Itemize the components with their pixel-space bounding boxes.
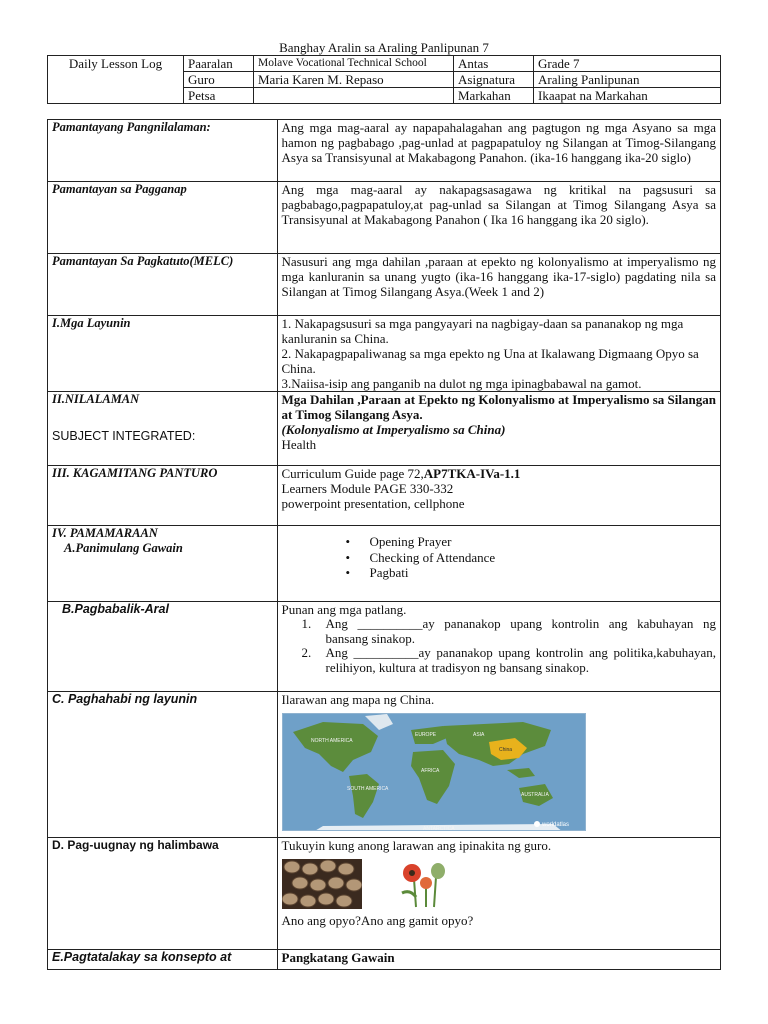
map-label: EUROPE <box>414 732 436 738</box>
panimulang-list <box>282 534 717 581</box>
row-paghahabi <box>48 692 721 838</box>
worldatlas-logo-icon <box>534 821 540 827</box>
list-item: • Opening Prayer <box>346 534 717 550</box>
map-label: ASIA <box>472 732 484 738</box>
map-label: SOUTH AMERICA <box>346 786 388 792</box>
list-item: • Pagbati <box>346 565 717 581</box>
nilalaman-subject: Health <box>281 437 317 452</box>
nilalaman-label: II.NILALAMAN <box>52 392 140 406</box>
row-pagkatuto <box>48 254 721 316</box>
list-item <box>302 617 717 646</box>
pagtatalakay-label: E.Pagtatalakay sa konsepto at <box>48 950 278 970</box>
pagtatalakay-text: Pangkatang Gawain <box>277 950 721 970</box>
layunin-item: 1. Nakapagsusuri sa mga pangyayari na nagbigay-daan sa pananakop ng mga kanluranin sa China. <box>281 316 684 346</box>
row-balik-aral <box>48 602 721 692</box>
pagkatuto-label: Pamantayan Sa Pagkatuto(MELC) <box>48 254 278 316</box>
pangnilalaman-label: Pamantayang Pangnilalaman: <box>48 120 278 182</box>
balik-aral-content <box>277 602 721 692</box>
balik-aral-list <box>282 617 717 675</box>
halimbawa-prefix: D. <box>52 838 64 852</box>
item-text: Ang __________ay pananakop upang kontrolin ang kabuhayan ng bansang sinakop. <box>325 616 716 646</box>
pangnilalaman-text: Ang mga mag-aaral ay napapahalagahan ang pagtugon ng mga Asyano sa mga hamon ng pagbabago ,pag-unlad at pagpapatuloy ng Silangan at Timog-Silangang Asya sa Transisyunal at Makabagong Panahon. (ika-16 hanggang ika-20 siglo) <box>277 120 721 182</box>
school-value: Molave Vocational Technical School <box>254 56 454 72</box>
poppy-svg <box>392 859 458 909</box>
guro-label: Guro <box>184 72 254 88</box>
halimbawa-content <box>277 838 721 950</box>
pamamaraan-content <box>277 526 721 602</box>
petsa-label: Petsa <box>184 88 254 104</box>
antas-label: Antas <box>454 56 534 72</box>
pamamaraan-label: IV. PAMAMARAAN <box>52 526 158 540</box>
china-label: China <box>498 747 512 753</box>
map-label: ANTARCTICA <box>422 826 455 831</box>
asignatura-label: Asignatura <box>454 72 534 88</box>
kagamitan-line2: Learners Module PAGE 330-332 <box>281 481 454 496</box>
world-map-svg <box>283 714 586 831</box>
paghahabi-text: Ilarawan ang mapa ng China. <box>281 692 435 707</box>
teacher-value: Maria Karen M. Repaso <box>254 72 454 88</box>
pagkatuto-text: Nasusuri ang mga dahilan ,paraan at epekto ng kolonyalismo at imperyalismo ng mga kanluranin sa unang yugto (ika-16 hanggang ika-17-siglo) pagdating nila sa Silangan at Timog Silangang Asya.(Week 1 and 2) <box>277 254 721 316</box>
melc-code: AP7TKA-IVa-1.1 <box>423 466 521 481</box>
header-row <box>48 56 721 72</box>
item-text: Ang __________ay pananakop upang kontrolin ang politika,kabuhayan, relihiyon, kultura at tradisyon ng bansang sinakop. <box>325 645 716 675</box>
layunin-item: 2. Nakapagpapaliwanag sa mga epekto ng Una at Ikalawang Digmaang Opyo sa China. <box>281 346 699 376</box>
pamamaraan-cell <box>48 526 278 602</box>
nilalaman-title: Mga Dahilan ,Paraan at Epekto ng Kolonyalismo at Imperyalismo sa Silangan at Timog Silangang Asya. <box>281 392 716 422</box>
item-number: 2. <box>301 645 312 660</box>
item-number: 1. <box>301 616 312 631</box>
map-brand: worldatlas <box>541 822 569 828</box>
paghahabi-content <box>277 692 721 838</box>
subject-integrated-label: SUBJECT INTEGRATED: <box>52 429 196 443</box>
row-pamamaraan <box>48 526 721 602</box>
subject-value: Araling Panlipunan <box>534 72 721 88</box>
map-label: AFRICA <box>420 768 439 774</box>
layunin-label: I.Mga Layunin <box>48 316 278 392</box>
layunin-item: 3.Naiisa-isip ang panganib na dulot ng mga ipinagbabawal na gamot. <box>281 376 642 391</box>
pagganap-text: Ang mga mag-aaral ay nakapagsasagawa ng kritikal na pagsusuri sa pagbabago,pagpapatuloy,at pag-unlad sa Silangan at Timog Silangang Asya sa Transisyunal at Makabagong Panahon ( Ika 16 hanggang ika 20 siglo). <box>277 182 721 254</box>
row-pangnilalaman <box>48 120 721 182</box>
map-label: NORTH AMERICA <box>310 738 353 744</box>
date-value <box>254 88 454 104</box>
poppy-flower-image <box>392 859 458 909</box>
layunin-content <box>277 316 721 392</box>
kagamitan-line3: powerpoint presentation, cellphone <box>281 496 465 511</box>
daily-lesson-log-label: Daily Lesson Log <box>48 56 184 104</box>
balik-aral-intro: Punan ang mga patlang. <box>281 602 407 617</box>
row-nilalaman <box>48 392 721 466</box>
paghahabi-label: C. Paghahabi ng layunin <box>48 692 278 838</box>
halimbawa-label-text: Pag-uugnay ng halimbawa <box>67 838 219 852</box>
opium-seeds-image <box>282 859 362 909</box>
row-pagganap <box>48 182 721 254</box>
markahan-label: Markahan <box>454 88 534 104</box>
row-pagtatalakay <box>48 950 721 970</box>
nilalaman-cell <box>48 392 278 466</box>
map-label: AUSTRALIA <box>520 792 549 798</box>
kagamitan-line1 <box>282 466 717 481</box>
halimbawa-label <box>48 838 278 950</box>
nilalaman-content <box>277 392 721 466</box>
halimbawa-text: Tukuyin kung anong larawan ang ipinakita ng guro. <box>281 838 552 853</box>
row-layunin <box>48 316 721 392</box>
header-table <box>47 55 721 104</box>
quarter-value: Ikaapat na Markahan <box>534 88 721 104</box>
nilalaman-subtitle: (Kolonyalismo at Imperyalismo sa China) <box>281 422 506 437</box>
lesson-plan-table <box>47 119 721 970</box>
list-item <box>302 646 717 675</box>
grade-value: Grade 7 <box>534 56 721 72</box>
balik-aral-label: B.Pagbabalik-Aral <box>48 602 278 692</box>
kagamitan-content <box>277 466 721 526</box>
paaralan-label: Paaralan <box>184 56 254 72</box>
kagamitan-label: III. KAGAMITANG PANTURO <box>48 466 278 526</box>
panimulang-gawain-label: A.Panimulang Gawain <box>64 541 183 555</box>
halimbawa-question: Ano ang opyo?Ano ang gamit opyo? <box>281 913 474 928</box>
list-item: • Checking of Attendance <box>346 550 717 566</box>
document-title: Banghay Aralin sa Araling Panlipunan 7 <box>279 40 489 55</box>
pagganap-label: Pamantayan sa Pagganap <box>48 182 278 254</box>
curriculum-guide-text: Curriculum Guide page 72, <box>281 466 424 481</box>
world-map-image <box>282 713 586 831</box>
halimbawa-images <box>282 859 717 913</box>
row-kagamitan <box>48 466 721 526</box>
row-halimbawa <box>48 838 721 950</box>
seeds-svg <box>282 859 362 909</box>
